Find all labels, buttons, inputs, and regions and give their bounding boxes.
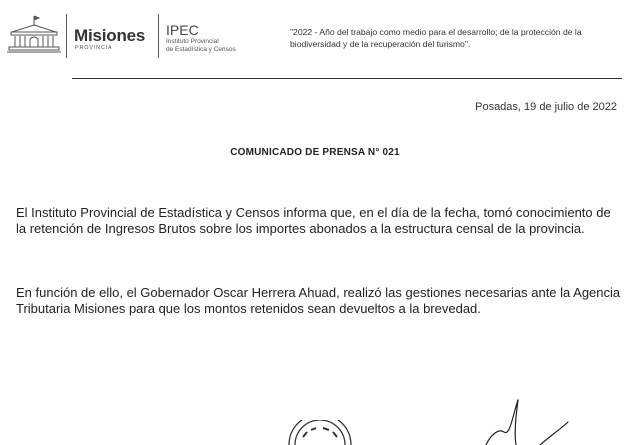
body-paragraph-2: En función de ello, el Gobernador Oscar Herrera Ahuad, realizó las gestiones necesarias ante la Agencia Tributaria Misiones para que los montos retenidos sean devueltos a la brevedad. — [16, 285, 621, 316]
official-seal-icon — [285, 420, 355, 445]
document-date: Posadas, 19 de julio de 2022 — [475, 101, 617, 113]
document-title: COMUNICADO DE PRENSA N° 021 — [230, 147, 400, 158]
year-motto: "2022 - Año del trabajo como medio para el desarrollo; de la protección de la biodiversidad y de la recuperación del turismo". — [290, 27, 582, 49]
header-rule — [72, 78, 622, 79]
handwritten-signature-icon — [470, 398, 570, 445]
institute-full-name — [166, 38, 266, 53]
logo-divider — [66, 14, 67, 58]
body-paragraph-1: El Instituto Provincial de Estadística y Censos informa que, en el día de la fecha, tomó conocimiento de la retención de Ingresos Brutos sobre los importes abonados a la estructura censal de la provincia. — [16, 205, 611, 236]
letterhead — [0, 0, 630, 80]
brand-name: Misiones — [74, 26, 146, 45]
brand-divider — [158, 14, 159, 58]
institute-acronym: IPEC — [166, 22, 199, 38]
government-building-icon — [6, 14, 62, 54]
institute-name-line1: Instituto Provincial — [166, 38, 219, 45]
institute-name-line2: de Estadística y Censos — [166, 45, 236, 53]
brand-subtitle: PROVINCIA — [75, 45, 113, 51]
